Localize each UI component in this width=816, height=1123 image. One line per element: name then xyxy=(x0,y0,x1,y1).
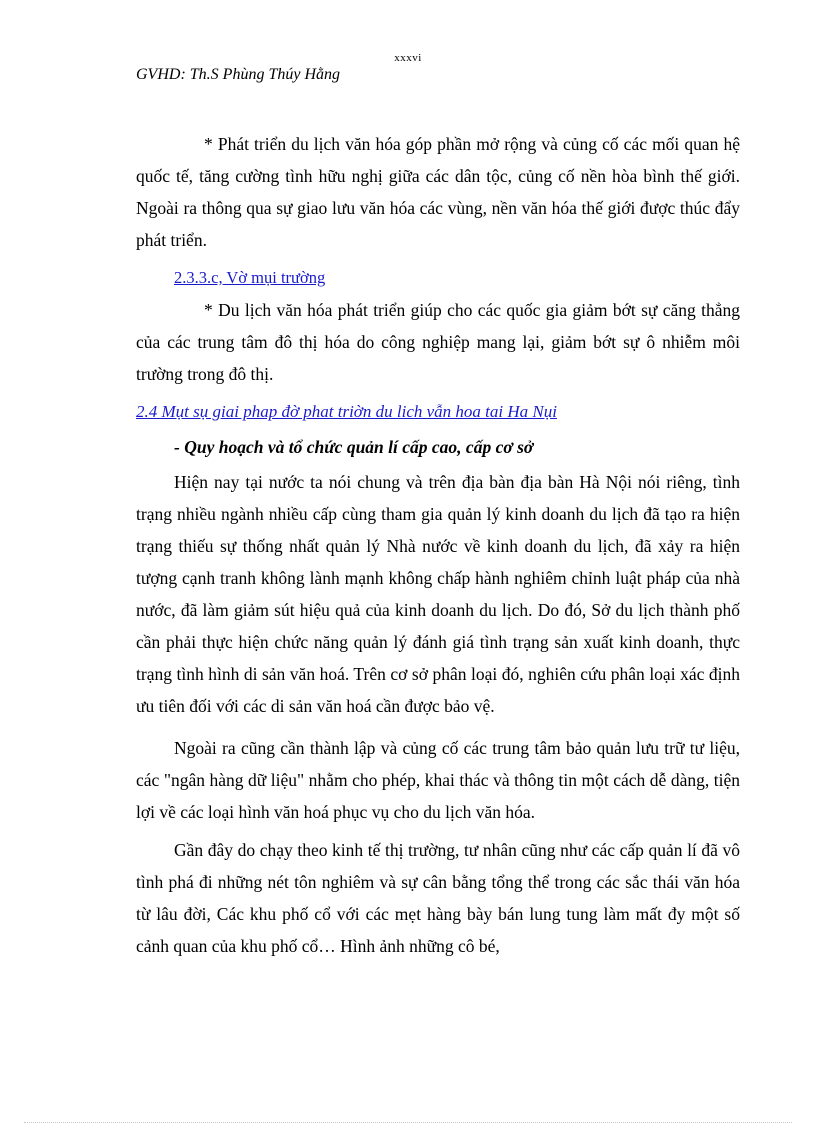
page-number: xxxvi xyxy=(394,52,422,64)
paragraph-old-quarter: Gần đây do chạy theo kinh tế thị trường, tư nhân cũng như các cấp quản lí đã vô tình phá đi những nét tôn nghiêm và sự cân bằng tổng thể trong các sắc thái văn hóa từ lâu đời, Các khu phố cổ với các mẹt hàng bày bán lung tung làm mất đy một số cảnh quan của khu phố cổ… Hình ảnh những cô bé, xyxy=(136,840,740,956)
subheading-planning: - Quy hoạch và tổ chức quản lí cấp cao, cấp cơ sở xyxy=(174,437,534,457)
paragraph-data-centers: Ngoài ra cũng cần thành lập và củng cố các trung tâm bảo quản lưu trữ tư liệu, các "ngân hàng dữ liệu" nhằm cho phép, khai thác và thông tin một cách dễ dàng, tiện lợi về các loại hình văn hoá phục vụ cho du lịch văn hóa. xyxy=(136,738,740,822)
paragraph-international-relations: * Phát triển du lịch văn hóa góp phần mở rộng và củng cố các mối quan hệ quốc tế, tăng cường tình hữu nghị giữa các dân tộc, củng cố nền hòa bình thế giới. Ngoài ra thông qua sự giao lưu văn hóa các vùng, nền văn hóa thế giới được thúc đẩy phát triển. xyxy=(136,134,740,250)
document-body xyxy=(136,128,740,962)
paragraph-environment: * Du lịch văn hóa phát triển giúp cho các quốc gia giảm bớt sự căng thẳng của các trung tâm đô thị hóa do công nghiệp mang lại, giảm bớt sự ô nhiễm môi trường trong đô thị. xyxy=(136,300,740,384)
paragraph-management: Hiện nay tại nước ta nói chung và trên địa bàn địa bàn Hà Nội nói riêng, tình trạng nhiều ngành nhiều cấp cùng tham gia quản lý kinh doanh du lịch đã tạo ra hiện trạng thiếu sự thống nhất quản lý Nhà nước về kinh doanh du lịch, đã xảy ra hiện tượng cạnh tranh không lành mạnh không chấp hành nghiêm chỉnh luật pháp của nhà nước, đã làm giảm sút hiệu quả của kinh doanh du lịch. Do đó, Sở du lịch thành phố cần phải thực hiện chức năng quản lý đánh giá tình trạng sản xuất kinh doanh, thực trạng tình hình di sản văn hoá. Trên cơ sở phân loại đó, nghiên cứu phân loại xác định ưu tiên đối với các di sản văn hoá cần được bảo vệ. xyxy=(136,472,740,716)
link-section-2-4[interactable]: 2.4 Mụt sụ giai phap đờ phat triờn du lich vẫn hoa tai Ha Nụi xyxy=(136,402,557,421)
link-section-2-3-3-c[interactable]: 2.3.3.c, Vờ mụi trường xyxy=(174,268,326,287)
page-header: GVHD: Th.S Phùng Thúy Hằng xyxy=(136,66,340,83)
